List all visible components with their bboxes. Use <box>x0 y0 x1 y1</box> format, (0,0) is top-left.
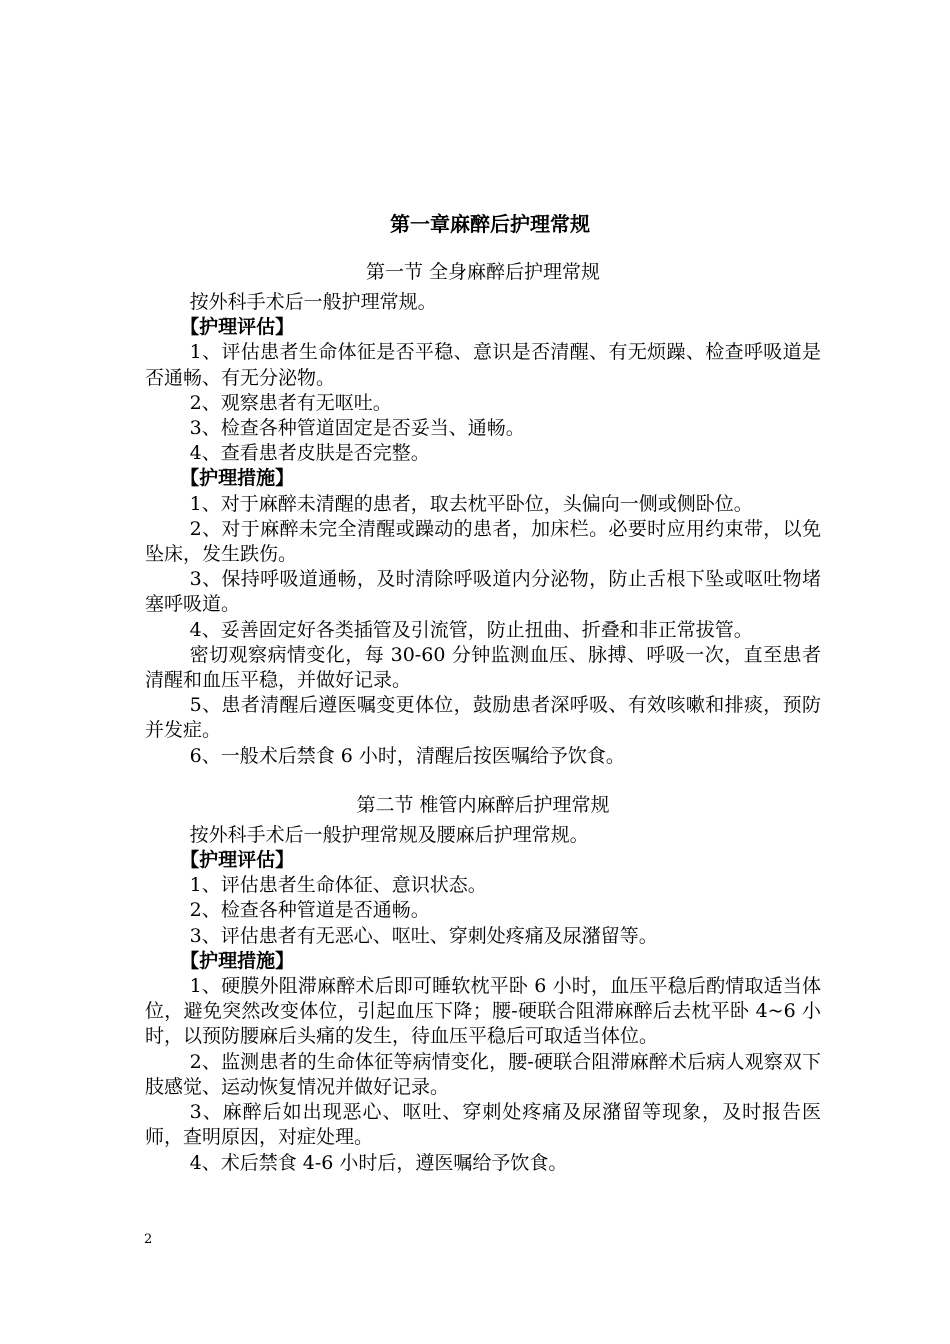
section-1-assessment-heading: 【护理评估】 <box>180 316 295 339</box>
section-1-measures-item-7: 6、一般术后禁食 6 小时，清醒后按医嘱给予饮食。 <box>189 744 625 767</box>
section-1-assessment-item-4: 4、查看患者皮肤是否完整。 <box>189 442 430 465</box>
section-2-measures-item-2: 2、监测患者的生命体征等病情变化，腰-硬联合阻滞麻醉术后病人观察双下肢感觉、运动恢复情况并做好记录。 <box>145 1050 821 1098</box>
page-number: 2 <box>144 1232 153 1247</box>
section-1-assessment-item-2: 2、观察患者有无呕吐。 <box>189 391 392 414</box>
section-1-measures-item-1: 1、对于麻醉未清醒的患者，取去枕平卧位，头偏向一侧或侧卧位。 <box>189 492 753 515</box>
section-2-assessment-item-3: 3、评估患者有无恶心、呕吐、穿刺处疼痛及尿潴留等。 <box>189 924 658 947</box>
section-1-measures-heading: 【护理措施】 <box>180 467 295 490</box>
section-1-assessment-item-1: 1、评估患者生命体征是否平稳、意识是否清醒、有无烦躁、检查呼吸道是否通畅、有无分泌物。 <box>145 341 821 389</box>
section-2-measures-item-1: 1、硬膜外阻滞麻醉术后即可睡软枕平卧 6 小时，血压平稳后酌情取适当体位，避免突然改变体位，引起血压下降；腰-硬联合阻滞麻醉后去枕平卧 4~6 小时，以预防腰麻后头痛的发生，待血压平稳后可取适当体位。 <box>145 975 821 1048</box>
section-1-measures-item-3: 3、保持呼吸道通畅，及时清除呼吸道内分泌物，防止舌根下坠或呕吐物堵塞呼吸道。 <box>145 568 821 616</box>
document-page <box>145 210 821 1176</box>
section-1-measures-item-6: 5、患者清醒后遵医嘱变更体位，鼓励患者深呼吸、有效咳嗽和排痰，预防并发症。 <box>145 694 821 742</box>
section-2-assessment-item-2: 2、检查各种管道是否通畅。 <box>189 899 430 922</box>
section-1-title: 第一节 全身麻醉后护理常规 <box>365 261 601 283</box>
section-2-measures-item-4: 4、术后禁食 4-6 小时后，遵医嘱给予饮食。 <box>189 1151 568 1174</box>
section-1-intro: 按外科手术后一般护理常规。 <box>189 291 437 313</box>
section-1-measures-item-5: 密切观察病情变化，每 30-60 分钟监测血压、脉搏、呼吸一次，直至患者清醒和血压平稳，并做好记录。 <box>145 643 821 692</box>
section-2-assessment-heading: 【护理评估】 <box>180 849 295 872</box>
section-2-intro: 按外科手术后一般护理常规及腰麻后护理常规。 <box>189 823 589 846</box>
section-2-measures-item-3: 3、麻醉后如出现恶心、呕吐、穿刺处疼痛及尿潴留等现象，及时报告医师，查明原因，对症处理。 <box>145 1101 821 1149</box>
section-2-title: 第二节 椎管内麻醉后护理常规 <box>356 793 610 816</box>
section-2-measures-heading: 【护理措施】 <box>180 949 295 972</box>
section-1-assessment-item-3: 3、检查各种管道固定是否妥当、通畅。 <box>189 417 525 440</box>
chapter-title: 第一章麻醉后护理常规 <box>390 212 590 236</box>
section-1-measures-item-4: 4、妥善固定好各类插管及引流管，防止扭曲、折叠和非正常拔管。 <box>189 618 753 641</box>
section-2-assessment-item-1: 1、评估患者生命体征、意识状态。 <box>189 874 487 897</box>
section-1-measures-item-2: 2、对于麻醉未完全清醒或躁动的患者，加床栏。必要时应用约束带，以免坠床，发生跌伤。 <box>145 517 821 566</box>
